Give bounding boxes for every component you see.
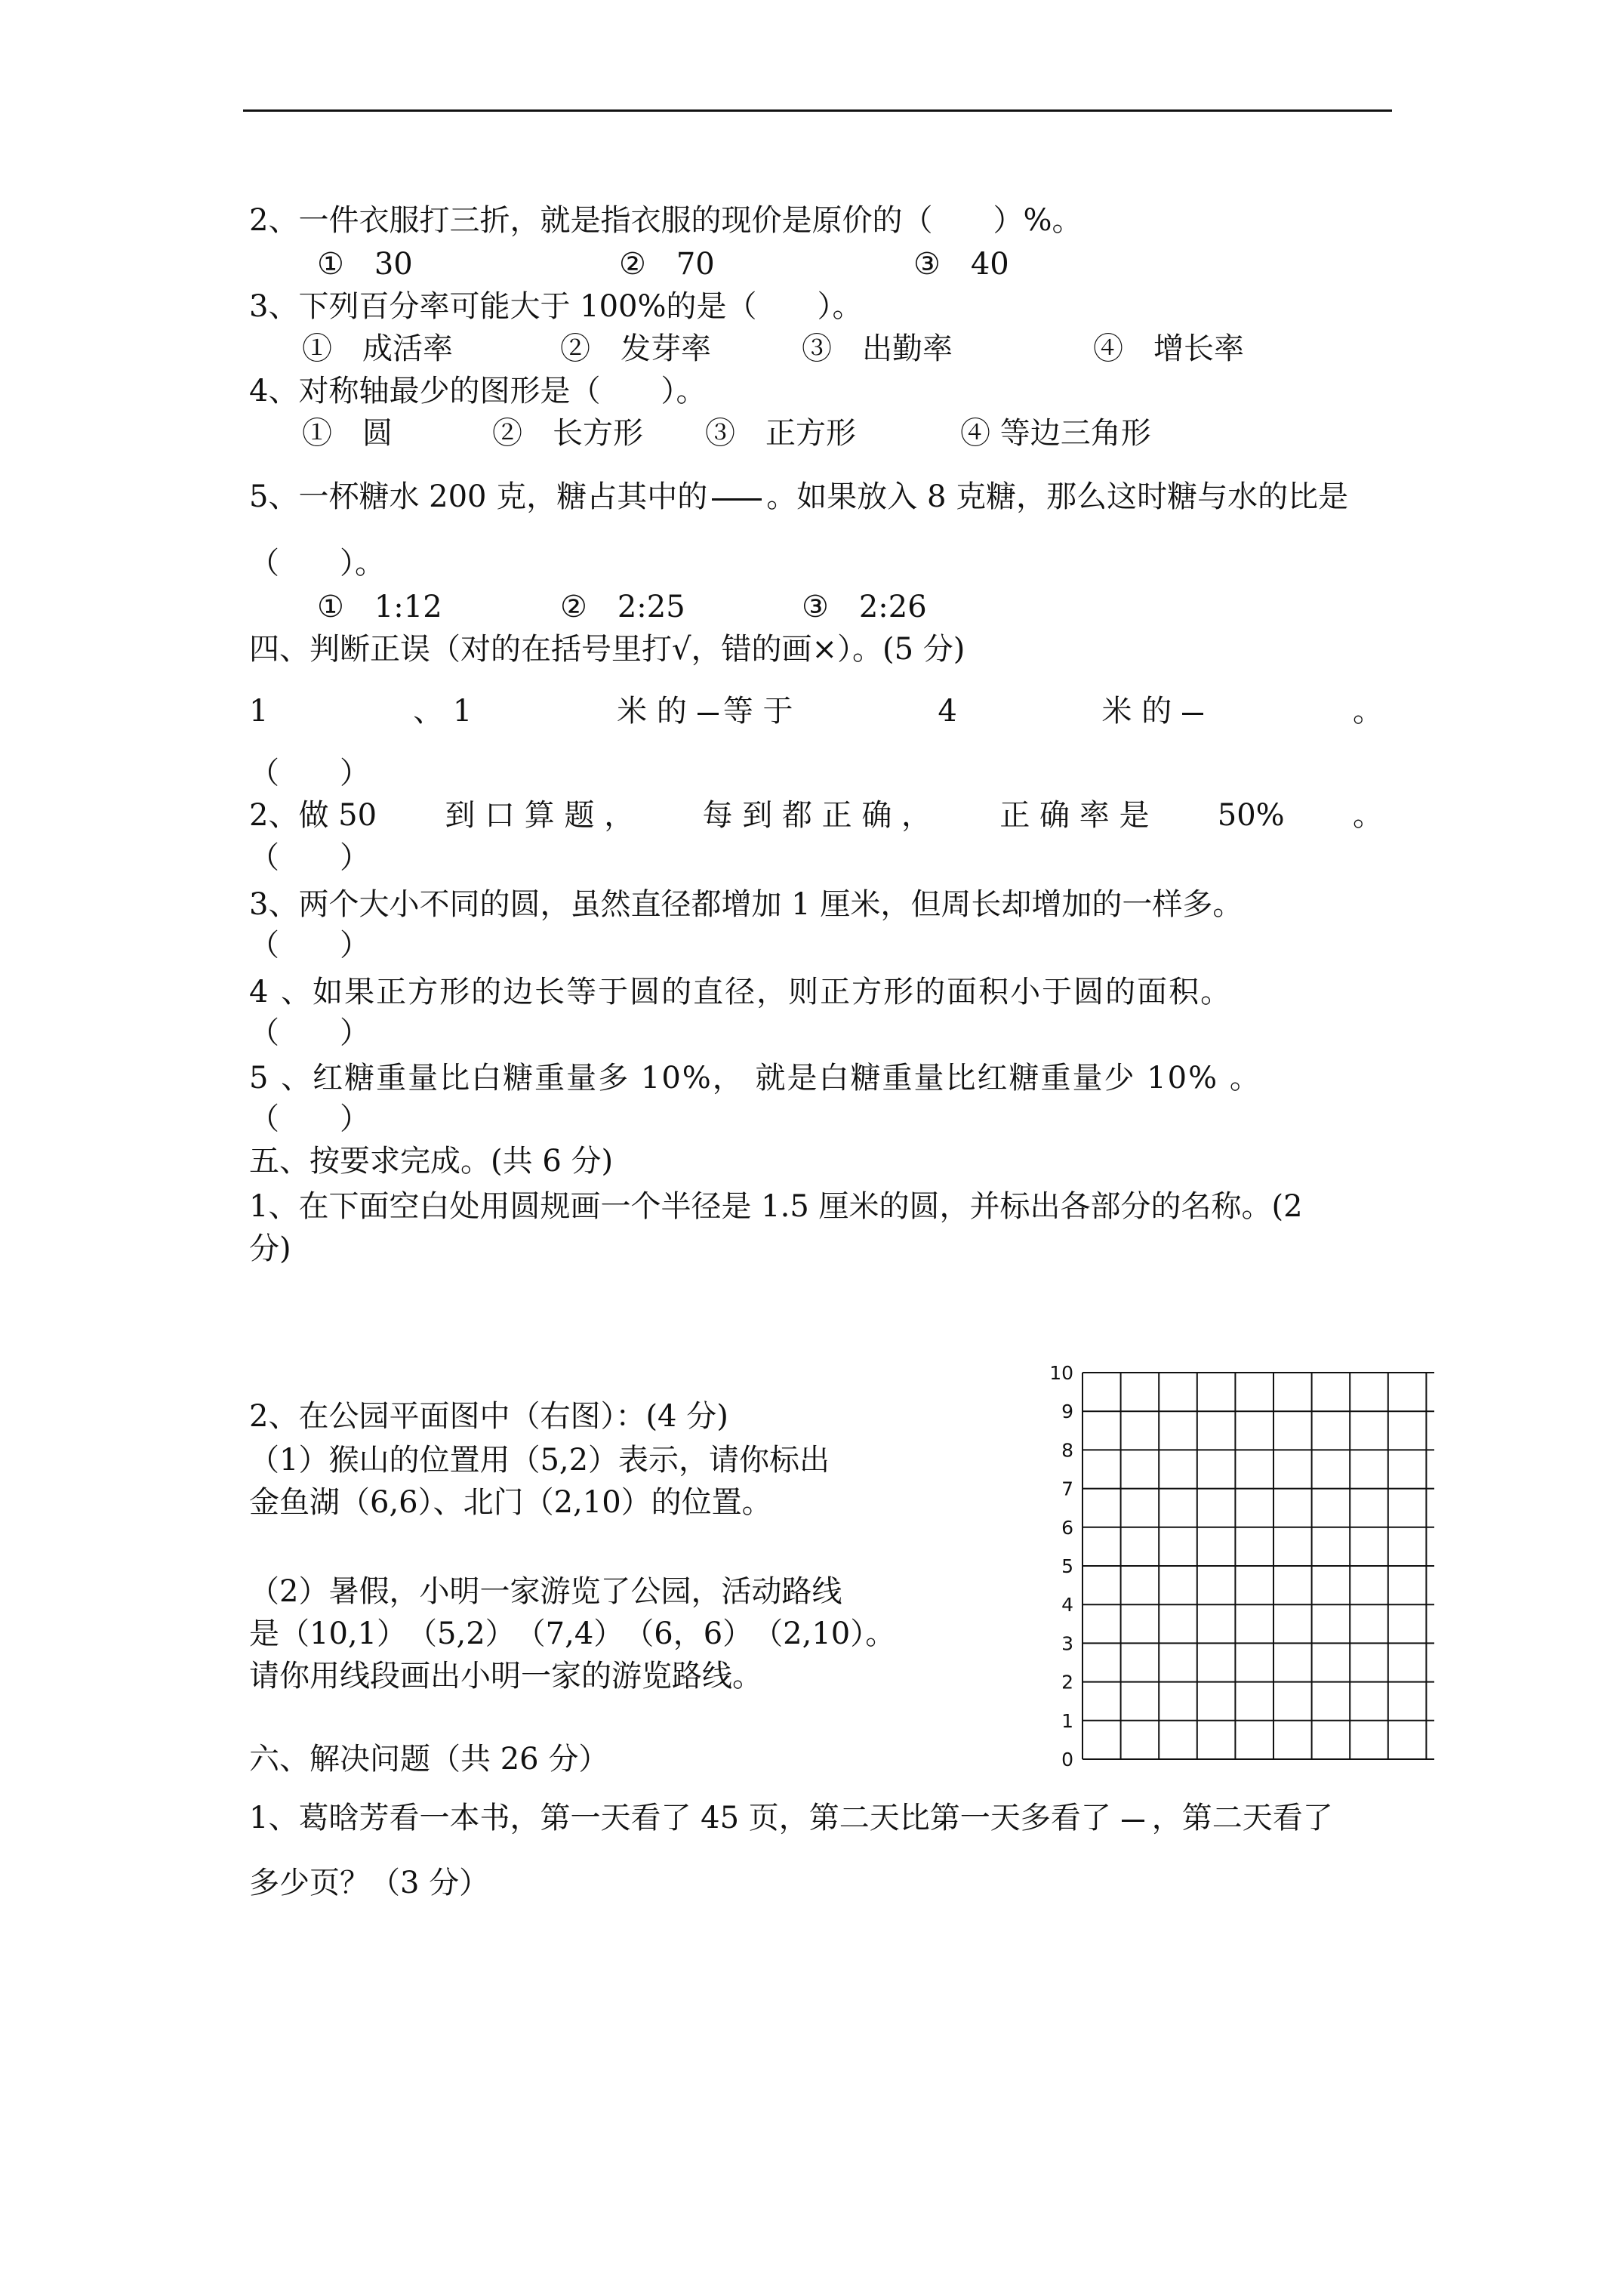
s6-q1-part-a: 1、葛晗芳看一本书，第一天看了 45 页，第二天比第一天多看了: [249, 1801, 1111, 1835]
park-coordinate-grid: [1042, 1356, 1434, 1779]
s5-question-2-line-5: 请你用线段画出小明一家的游览路线。: [249, 1659, 762, 1693]
s5-question-1-line-a: 1、在下面空白处用圆规画一个半径是 1.5 厘米的圆，并标出各部分的名称。(2: [249, 1189, 1303, 1224]
grid-y-tick-label: 2: [1061, 1671, 1073, 1693]
q5-stem-part-b: 。如果放入 8 克糖，那么这时糖与水的比是: [766, 479, 1349, 514]
judge-2-part: 2、做 50: [249, 798, 377, 833]
fraction-bar: [1122, 1820, 1144, 1822]
grid-y-tick-label: 4: [1061, 1594, 1073, 1616]
grid-y-tick-label: 9: [1061, 1401, 1073, 1423]
judge-5-paren: （ ）: [249, 1102, 370, 1136]
q5-stem-part-a: 5、一杯糖水 200 克，糖占其中的: [249, 479, 708, 514]
question-3-stem: 3、下列百分率可能大于 100%的是（ ）。: [249, 289, 863, 324]
q3-option-1: ① 成活率: [302, 331, 453, 366]
judge-1-part: 米 的: [1102, 693, 1209, 729]
q4-option-1: ① 圆: [302, 416, 393, 451]
judge-1-part: 1: [249, 694, 269, 729]
judge-1-part: 、 1: [413, 694, 473, 729]
s5-question-2-line-3: （2）暑假，小明一家游览了公园，活动路线: [249, 1574, 842, 1609]
question-4-stem: 4、对称轴最少的图形是（ ）。: [249, 374, 707, 408]
judge-2-part: 正 确 率 是: [999, 798, 1150, 833]
q2-option-1: ① 30: [317, 247, 413, 282]
grid-y-tick-label: 10: [1049, 1362, 1073, 1384]
fraction-bar: [698, 713, 719, 715]
q4-option-2: ② 长方形: [492, 416, 643, 451]
q2-option-3: ③ 40: [913, 247, 1009, 282]
grid-y-tick-label: 8: [1061, 1439, 1073, 1462]
q3-option-2: ② 发芽率: [560, 331, 711, 366]
judge-2-part: 每 到 都 正 确 ，: [702, 798, 932, 833]
q2-option-2: ② 70: [619, 247, 715, 282]
section-6-title: 六、解决问题（共 26 分）: [249, 1742, 609, 1777]
judge-5-text: 5 、红糖重量比白糖重量多 10%， 就是白糖重量比红糖重量少 10% 。: [249, 1061, 1261, 1096]
section-5-title: 五、按要求完成。(共 6 分): [249, 1144, 614, 1179]
q5-answer-blank: （ ）。: [249, 546, 385, 581]
question-5-stem: [249, 479, 1348, 515]
judge-2-line: [249, 797, 1383, 834]
judge-1-paren: （ ）: [249, 756, 370, 791]
grid-y-tick-label: 7: [1061, 1478, 1073, 1500]
q4-option-3: ③ 正方形: [705, 416, 856, 451]
s5-question-2-line-2: 金鱼湖（6,6）、北门（2,10）的位置。: [249, 1485, 772, 1520]
question-2-stem: 2、一件衣服打三折，就是指衣服的现价是原价的（ ）%。: [249, 203, 1083, 238]
header-rule: [243, 109, 1392, 112]
s6-question-1-line-b: 多少页？（3 分）: [249, 1866, 490, 1900]
judge-2-paren: （ ）: [249, 840, 370, 875]
s6-q1-part-b: ，第二天看了: [1151, 1801, 1333, 1835]
judge-3-paren: （ ）: [249, 928, 370, 963]
judge-3-text: 3、两个大小不同的圆，虽然直径都增加 1 厘米，但周长却增加的一样多。: [249, 887, 1243, 922]
grid-y-tick-label: 6: [1061, 1516, 1073, 1539]
fraction-bar: [712, 498, 762, 501]
judge-2-part: 到 口 算 题 ，: [445, 798, 635, 833]
s5-question-1-line-b: 分): [249, 1231, 291, 1266]
judge-1-part: 米 的 等 于: [617, 694, 793, 729]
grid-y-tick-label: 5: [1061, 1555, 1073, 1577]
s5-question-2-title: 2、在公园平面图中（右图）：(4 分): [249, 1399, 728, 1434]
fraction-bar: [1182, 713, 1203, 715]
q5-option-2: ② 2:25: [560, 590, 685, 624]
grid-y-tick-label: 3: [1061, 1632, 1073, 1655]
judge-4-paren: （ ）: [249, 1015, 370, 1050]
judge-1-line: [249, 693, 1383, 729]
judge-1-part: 。: [1352, 694, 1383, 729]
grid-y-tick-label: 0: [1061, 1749, 1073, 1771]
judge-2-part: 。: [1352, 798, 1383, 833]
s6-question-1-line-a: [249, 1800, 1333, 1836]
judge-1-part: 4: [938, 694, 957, 729]
judge-2-part: 50%: [1217, 798, 1285, 833]
q3-option-3: ③ 出勤率: [802, 331, 953, 366]
s5-question-2-line-4: 是（10,1） （5,2） （7,4） （6，6） （2,10）。: [249, 1616, 896, 1651]
q4-option-4: ④ 等边三角形: [960, 416, 1151, 451]
q5-option-3: ③ 2:26: [802, 590, 927, 624]
judge-4-text: 4 、如果正方形的边长等于圆的直径，则正方形的面积小于圆的面积。: [249, 975, 1233, 1009]
s5-question-2-line-1: （1）猴山的位置用（5,2）表示，请你标出: [249, 1443, 830, 1478]
grid-y-tick-label: 1: [1061, 1709, 1073, 1732]
q3-option-4: ④ 增长率: [1093, 331, 1244, 366]
section-4-title: 四、判断正误（对的在括号里打√，错的画×）。(5 分): [249, 632, 965, 667]
q5-option-1: ① 1:12: [317, 590, 442, 624]
